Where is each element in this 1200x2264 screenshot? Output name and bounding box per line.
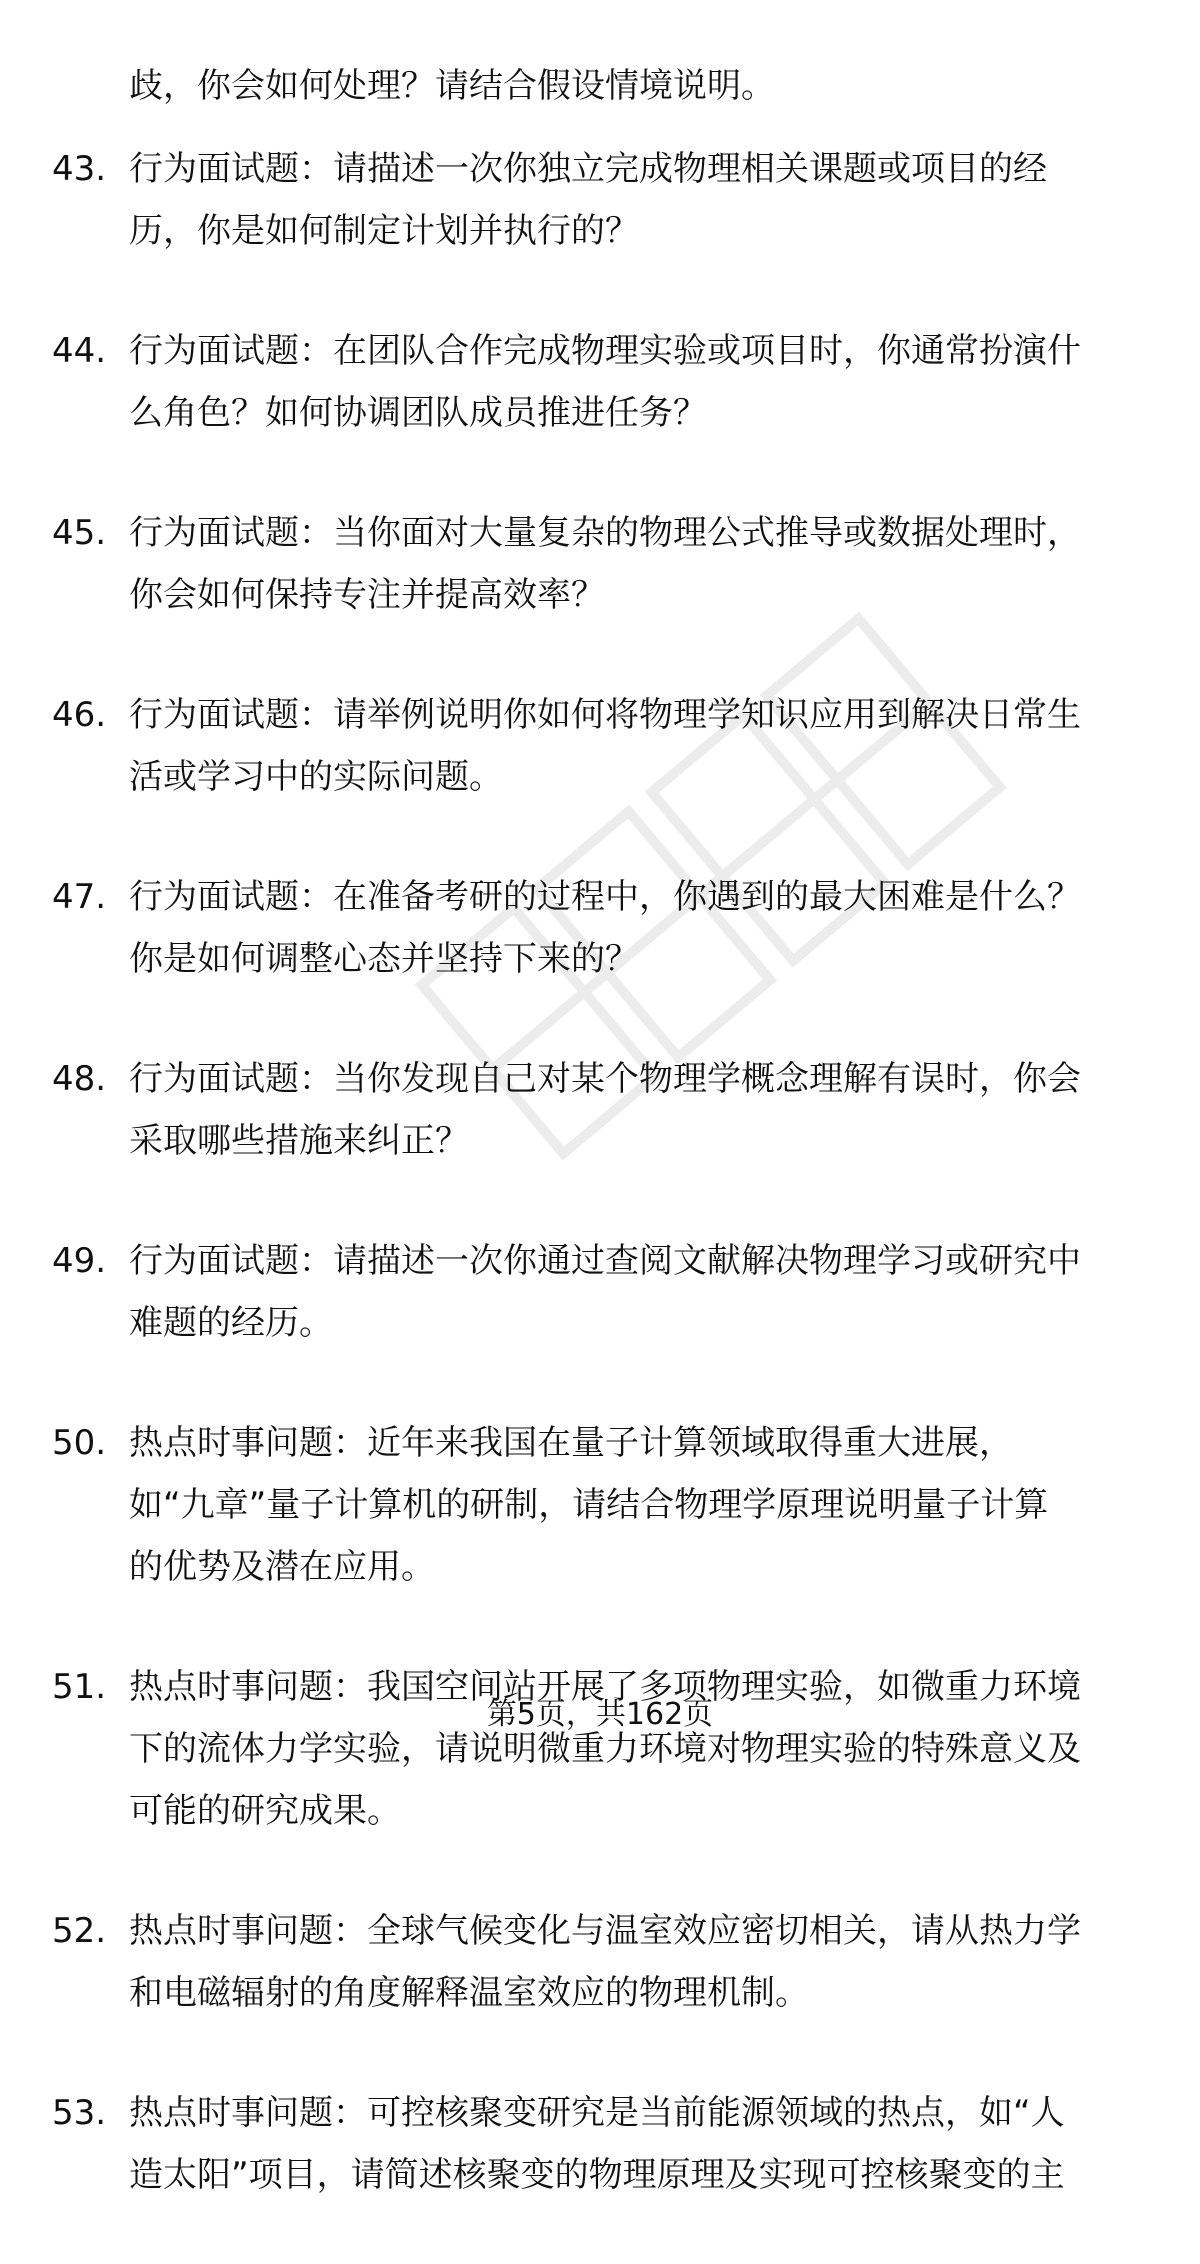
question-number: 46. [52,695,107,735]
question-text-line: 难题的经历。 [129,1303,333,1343]
question-number: 49. [52,1241,107,1281]
question-number: 50. [52,1423,107,1463]
question-text-line: 采取哪些措施来纠正？ [129,1121,469,1161]
question-text [129,1412,1139,1598]
question-item [0,1900,1200,2024]
question-text-line: 和电磁辐射的角度解释温室效应的物理机制。 [129,1973,809,2013]
question-text [129,1656,1139,1842]
question-list [0,138,1200,2264]
question-text-line: 么角色？如何协调团队成员推进任务？ [129,393,707,433]
question-text-line: 活或学习中的实际问题。 [129,757,503,797]
question-text [129,1048,1139,1172]
question-number: 45. [52,513,107,553]
question-text-line: 你会如何保持专注并提高效率？ [129,575,605,615]
question-text [129,866,1139,990]
question-text-line: 行为面试题：当你发现自己对某个物理学概念理解有误时，你会 [129,1059,1081,1099]
question-item [0,1656,1200,1842]
question-number: 47. [52,877,107,917]
question-text-line: 历，你是如何制定计划并执行的？ [129,211,639,251]
question-number: 44. [52,331,107,371]
question-number: 53. [52,2093,107,2133]
question-item [0,866,1200,990]
question-text [129,502,1139,626]
question-text-line: 热点时事问题：全球气候变化与温室效应密切相关，请从热力学 [129,1911,1081,1951]
question-number: 43. [52,149,107,189]
question-item [0,1048,1200,1172]
question-text-line: 热点时事问题：近年来我国在量子计算领域取得重大进展， [129,1423,1013,1463]
question-text-line: 行为面试题：请描述一次你通过查阅文献解决物理学习或研究中 [129,1241,1081,1281]
question-text-line: 下的流体力学实验，请说明微重力环境对物理实验的特殊意义及 [129,1729,1081,1769]
question-text-line: 可能的研究成果。 [129,1791,401,1831]
question-item [0,2082,1200,2206]
question-text [129,138,1139,262]
question-text [129,320,1139,444]
question-text-line: 行为面试题：请描述一次你独立完成物理相关课题或项目的经 [129,149,1047,189]
question-text [129,1230,1139,1354]
question-number: 52. [52,1911,107,1951]
question-text-line: 造太阳”项目，请简述核聚变的物理原理及实现可控核聚变的主 [129,2155,1065,2195]
question-text [129,1900,1139,2024]
question-text [129,684,1139,808]
question-item [0,1230,1200,1354]
question-item [0,502,1200,626]
question-number: 48. [52,1059,107,1099]
continued-question-text: 歧，你会如何处理？请结合假设情境说明。 [129,66,775,106]
question-text-line: 你是如何调整心态并坚持下来的？ [129,939,639,979]
question-number: 51. [52,1667,107,1707]
question-text-line: 的优势及潜在应用。 [129,1547,435,1587]
question-text-line: 行为面试题：在团队合作完成物理实验或项目时，你通常扮演什 [129,331,1081,371]
question-text-line: 热点时事问题：我国空间站开展了多项物理实验，如微重力环境 [129,1667,1081,1707]
question-text-line: 如“九章”量子计算机的研制，请结合物理学原理说明量子计算 [129,1485,1049,1525]
page-footer: 第5页，共162页 [486,1697,714,1732]
question-item [0,1412,1200,1598]
question-text [129,2082,1139,2206]
question-item [0,684,1200,808]
question-item [0,320,1200,444]
question-text-line: 行为面试题：请举例说明你如何将物理学知识应用到解决日常生 [129,695,1081,735]
question-text-line: 行为面试题：当你面对大量复杂的物理公式推导或数据处理时， [129,513,1081,553]
question-text-line: 行为面试题：在准备考研的过程中，你遇到的最大困难是什么？ [129,877,1081,917]
question-item [0,138,1200,262]
question-text-line: 热点时事问题：可控核聚变研究是当前能源领域的热点，如“人 [129,2093,1065,2133]
